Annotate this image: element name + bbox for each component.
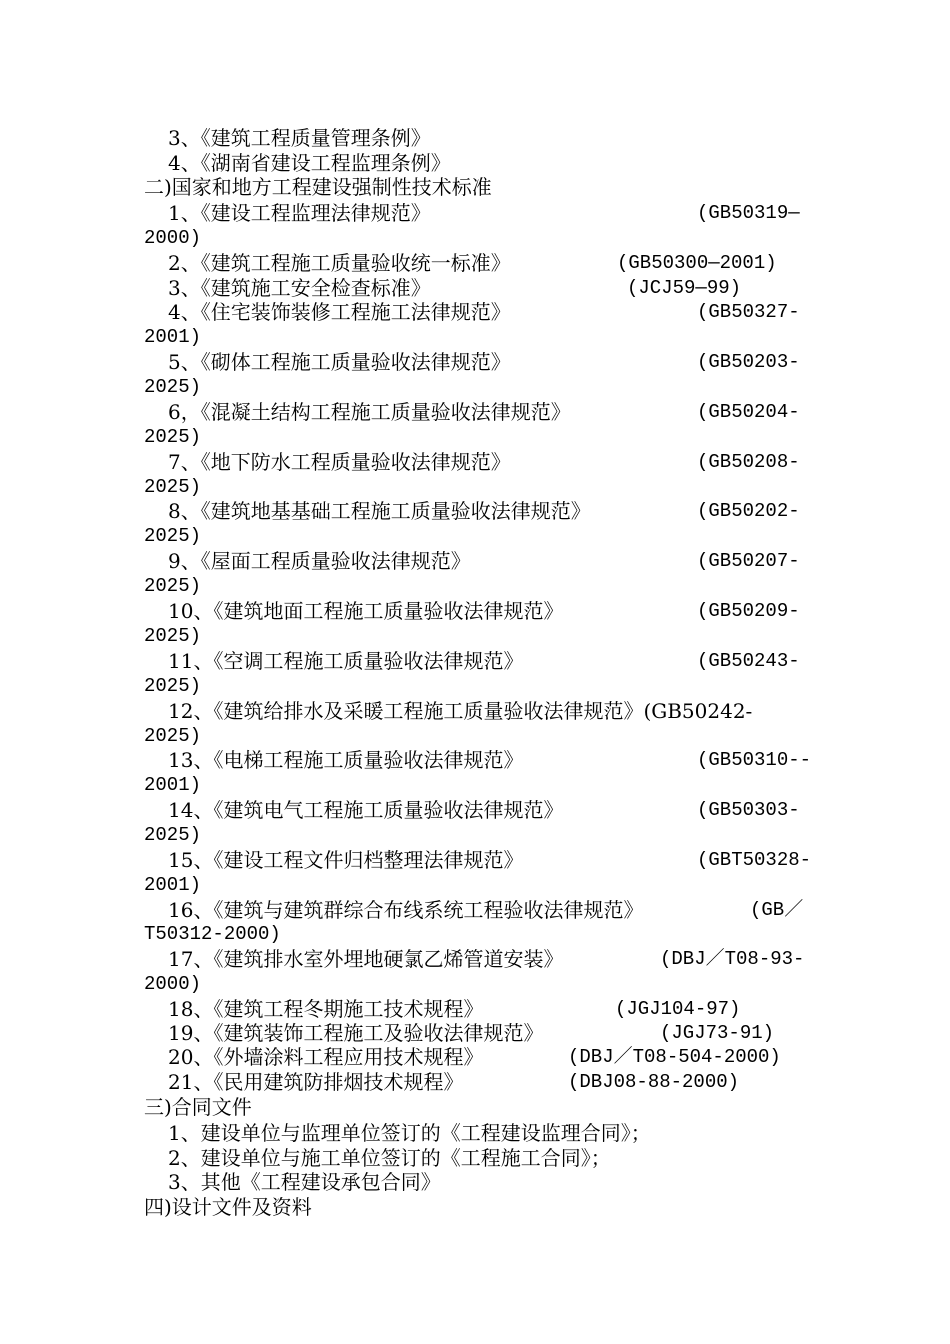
standard-item-21-title: 21、《民用建筑防排烟技术规程》 bbox=[168, 1070, 464, 1094]
standard-item-10-title: 10、《建筑地面工程施工质量验收法律规范》 bbox=[168, 599, 564, 623]
standard-item-14-title: 14、《建筑电气工程施工质量验收法律规范》 bbox=[168, 798, 564, 822]
standard-item-20-code: (DBJ／T08-504-2000) bbox=[568, 1046, 781, 1068]
section-heading-3: 三)合同文件 bbox=[144, 1095, 252, 1119]
standard-item-3-code: (JCJ59—99) bbox=[627, 277, 742, 299]
standard-item-16-code: (GB／ bbox=[750, 899, 804, 921]
standard-item-1-code-wrap: 2000) bbox=[144, 227, 202, 249]
standard-item-15-title: 15、《建设工程文件归档整理法律规范》 bbox=[168, 848, 524, 872]
standard-item-11-code: (GB50243- bbox=[697, 650, 800, 672]
standard-item-14-code: (GB50303- bbox=[697, 799, 800, 821]
standard-item-21-code: (DBJ08-88-2000) bbox=[568, 1071, 740, 1093]
standard-item-5-code-wrap: 2025) bbox=[144, 376, 202, 398]
standard-item-1-code: (GB50319— bbox=[697, 202, 800, 224]
standard-item-18-code: (JGJ104-97) bbox=[615, 998, 741, 1020]
standard-item-9-title: 9、《屋面工程质量验收法律规范》 bbox=[168, 549, 471, 573]
standard-item-17-title: 17、《建筑排水室外埋地硬氯乙烯管道安装》 bbox=[168, 947, 564, 971]
standard-item-4-code-wrap: 2001) bbox=[144, 326, 202, 348]
standard-item-13-code-wrap: 2001) bbox=[144, 774, 202, 796]
standard-item-16-code-wrap: T50312-2000) bbox=[144, 923, 281, 945]
standard-item-4-title: 4、《住宅装饰装修工程施工法律规范》 bbox=[168, 300, 511, 324]
contract-item-3: 3、其他《工程建设承包合同》 bbox=[168, 1170, 441, 1194]
contract-item-2: 2、建设单位与施工单位签订的《工程施工合同》； bbox=[168, 1146, 611, 1170]
section-heading-4: 四)设计文件及资料 bbox=[144, 1195, 312, 1219]
standard-item-6-code: (GB50204- bbox=[697, 401, 800, 423]
standard-item-15-code-wrap: 2001) bbox=[144, 874, 202, 896]
standard-item-17-code-wrap: 2000) bbox=[144, 973, 202, 995]
standard-item-6-title: 6，《混凝土结构工程施工质量验收法律规范》 bbox=[168, 400, 571, 424]
standard-item-5-code: (GB50203- bbox=[697, 351, 800, 373]
standard-item-16-title: 16、《建筑与建筑群综合布线系统工程验收法律规范》 bbox=[168, 898, 644, 922]
standard-item-15-code: (GBT50328- bbox=[697, 849, 812, 871]
standard-item-19-code: (JGJ73-91) bbox=[660, 1022, 775, 1044]
standard-item-10-code: (GB50209- bbox=[697, 600, 800, 622]
standard-item-12-title: 12、《建筑给排水及采暖工程施工质量验收法律规范》(GB50242- bbox=[168, 699, 753, 723]
standard-item-17-code: (DBJ／T08-93- bbox=[660, 948, 805, 970]
regulation-item-4: 4、《湖南省建设工程监理条例》 bbox=[168, 151, 451, 175]
standard-item-9-code-wrap: 2025) bbox=[144, 575, 202, 597]
standard-item-2-code: (GB50300—2001) bbox=[617, 252, 777, 274]
standard-item-6-code-wrap: 2025) bbox=[144, 426, 202, 448]
standard-item-18-title: 18、《建筑工程冬期施工技术规程》 bbox=[168, 997, 484, 1021]
standard-item-8-title: 8、《建筑地基基础工程施工质量验收法律规范》 bbox=[168, 499, 591, 523]
standard-item-7-code: (GB50208- bbox=[697, 451, 800, 473]
standard-item-2-title: 2、《建筑工程施工质量验收统一标准》 bbox=[168, 251, 511, 275]
section-heading-2: 二)国家和地方工程建设强制性技术标准 bbox=[144, 175, 492, 199]
standard-item-10-code-wrap: 2025) bbox=[144, 625, 202, 647]
standard-item-4-code: (GB50327- bbox=[697, 301, 800, 323]
standard-item-20-title: 20、《外墙涂料工程应用技术规程》 bbox=[168, 1045, 484, 1069]
standard-item-11-code-wrap: 2025) bbox=[144, 675, 202, 697]
standard-item-12-code-wrap: 2025) bbox=[144, 725, 202, 747]
standard-item-7-title: 7、《地下防水工程质量验收法律规范》 bbox=[168, 450, 511, 474]
standard-item-5-title: 5、《砌体工程施工质量验收法律规范》 bbox=[168, 350, 511, 374]
regulation-item-3: 3、《建筑工程质量管理条例》 bbox=[168, 126, 431, 150]
standard-item-1-title: 1、《建设工程监理法律规范》 bbox=[168, 201, 431, 225]
standard-item-7-code-wrap: 2025) bbox=[144, 476, 202, 498]
standard-item-13-title: 13、《电梯工程施工质量验收法律规范》 bbox=[168, 748, 524, 772]
standard-item-13-code: (GB50310-- bbox=[697, 749, 812, 771]
standard-item-8-code: (GB50202- bbox=[697, 500, 800, 522]
standard-item-8-code-wrap: 2025) bbox=[144, 525, 202, 547]
standard-item-11-title: 11、《空调工程施工质量验收法律规范》 bbox=[168, 649, 524, 673]
standard-item-3-title: 3、《建筑施工安全检查标准》 bbox=[168, 276, 431, 300]
standard-item-9-code: (GB50207- bbox=[697, 550, 800, 572]
standard-item-14-code-wrap: 2025) bbox=[144, 824, 202, 846]
contract-item-1: 1、建设单位与监理单位签订的《工程建设监理合同》； bbox=[168, 1121, 651, 1145]
standard-item-19-title: 19、《建筑装饰工程施工及验收法律规范》 bbox=[168, 1021, 544, 1045]
